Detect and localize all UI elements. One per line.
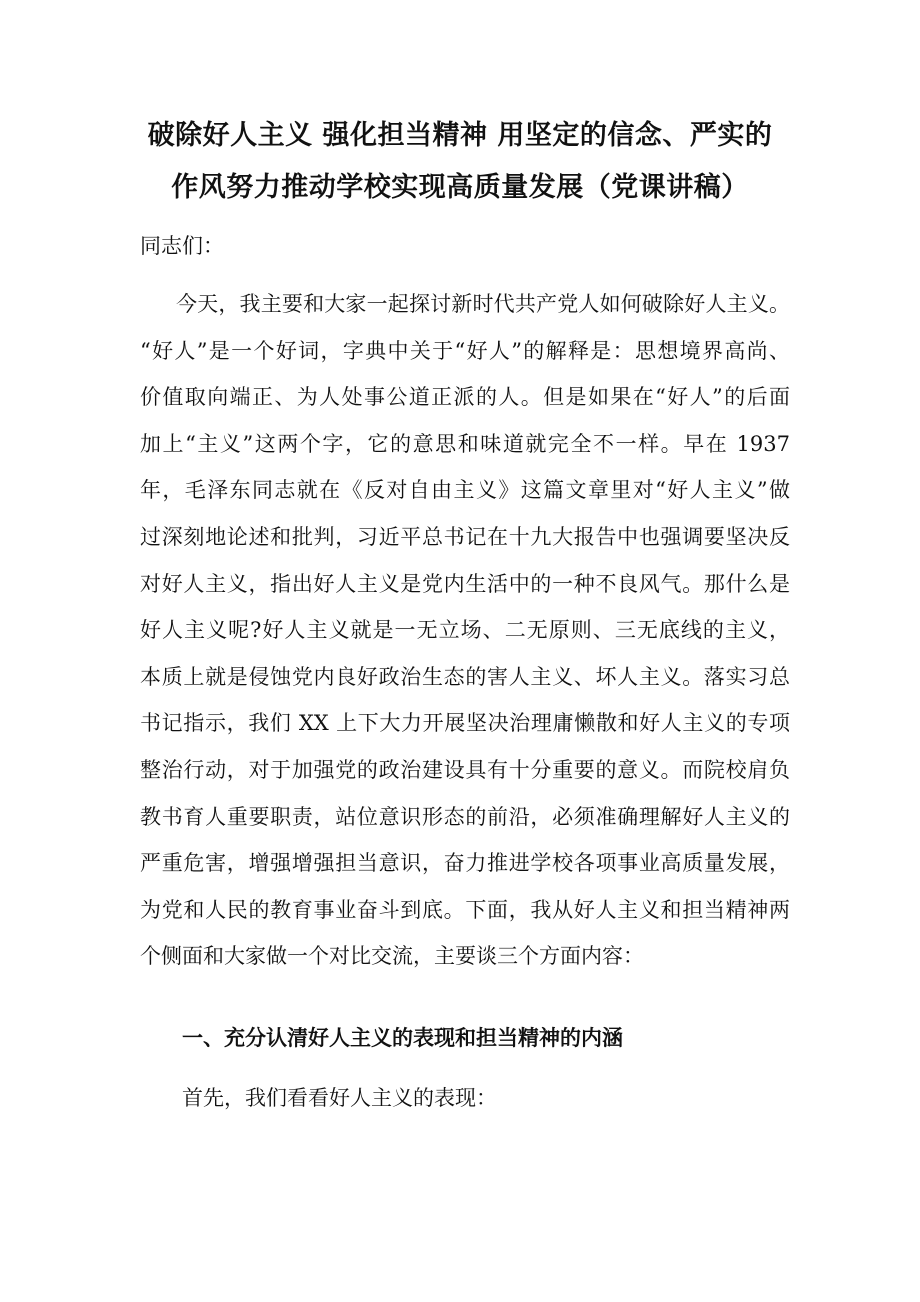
paragraph-line: “好人”是一个好词，字典中关于“好人”的解释是：思想境界高尚、 <box>140 338 790 363</box>
paragraph-line: 好人主义呢?好人主义就是一无立场、二无原则、三无底线的主义， <box>140 618 790 643</box>
paragraph-intro <box>140 281 790 980</box>
paragraph-line: 个侧面和大家做一个对比交流，主要谈三个方面内容： <box>140 944 644 969</box>
salutation: 同志们： <box>140 234 224 258</box>
paragraph-line: 价值取向端正、为人处事公道正派的人。但是如果在“好人”的后面 <box>140 385 790 410</box>
document-title <box>120 110 800 214</box>
paragraph-line: 本质上就是侵蚀党内良好政治生态的害人主义、坏人主义。落实习总 <box>140 664 790 689</box>
paragraph-line: 整治行动，对于加强党的政治建设具有十分重要的意义。而院校肩负 <box>140 757 790 782</box>
paragraph-line: 今天，我主要和大家一起探讨新时代共产党人如何破除好人主义。 <box>176 292 790 316</box>
paragraph-line: 加上“主义”这两个字，它的意思和味道就完全不一样。早在 1937 <box>140 431 790 456</box>
paragraph-line: 为党和人民的教育事业奋斗到底。下面，我从好人主义和担当精神两 <box>140 897 790 922</box>
paragraph-line: 严重危害，增强增强担当意识，奋力推进学校各项事业高质量发展， <box>140 851 790 876</box>
paragraph-line: 过深刻地论述和批判，习近平总书记在十九大报告中也强调要坚决反 <box>140 524 790 549</box>
title-line-1: 破除好人主义 强化担当精神 用坚定的信念、严实的 <box>147 120 773 151</box>
paragraph-line: 教书育人重要职责，站位意识形态的前沿，必须准确理解好人主义的 <box>140 804 790 829</box>
paragraph-first: 首先，我们看看好人主义的表现： <box>182 1086 497 1110</box>
paragraph-line: 年，毛泽东同志就在《反对自由主义》这篇文章里对“好人主义”做 <box>140 478 790 503</box>
paragraph-line: 对好人主义，指出好人主义是党内生活中的一种不良风气。那什么是 <box>140 571 790 596</box>
title-line-2: 作风努力推动学校实现高质量发展（党课讲稿） <box>171 172 749 203</box>
paragraph-line: 书记指示，我们 XX 上下大力开展坚决治理庸懒散和好人主义的专项 <box>140 711 790 736</box>
section-heading: 一、充分认清好人主义的表现和担当精神的内涵 <box>182 1025 623 1050</box>
